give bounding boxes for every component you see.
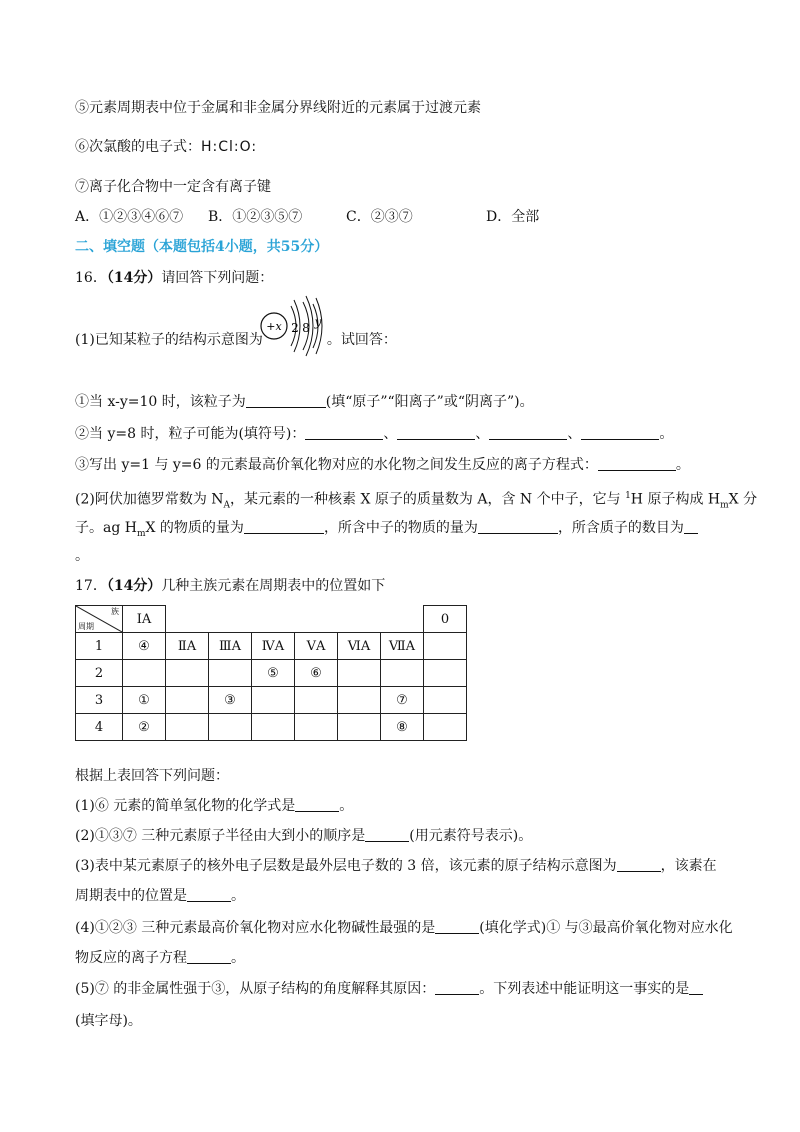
q16-number: 16． bbox=[75, 270, 107, 286]
table-cell: ⑦ bbox=[381, 687, 424, 714]
answer-blank[interactable] bbox=[617, 857, 661, 872]
answer-blank[interactable] bbox=[689, 980, 703, 995]
period: 。 bbox=[339, 798, 354, 814]
table-cell: ② bbox=[123, 714, 166, 741]
q17-number: 17． bbox=[75, 578, 107, 594]
table-cell bbox=[424, 660, 467, 687]
q16-sub2 bbox=[75, 424, 673, 444]
table-cell bbox=[424, 714, 467, 741]
table-cell: ⅣA bbox=[252, 633, 295, 660]
mass-number-superscript: 1 bbox=[625, 491, 631, 501]
table-cell: ⅡA bbox=[166, 633, 209, 660]
table-cell: ⅦA bbox=[381, 633, 424, 660]
period: 。 bbox=[659, 426, 674, 442]
subscript-m: m bbox=[136, 528, 146, 539]
shell-3-electrons: y bbox=[314, 315, 322, 329]
table-corner bbox=[76, 606, 123, 633]
answer-blank[interactable] bbox=[581, 425, 659, 440]
hclo-electron-formula: H:Cl:O: bbox=[201, 139, 258, 155]
statement-6-text: ⑥次氯酸的电子式： bbox=[75, 139, 201, 155]
answer-blank[interactable] bbox=[478, 519, 558, 534]
nucleus-charge: +x bbox=[266, 320, 282, 333]
table-cell: 3 bbox=[76, 687, 123, 714]
table-cell: 2 bbox=[76, 660, 123, 687]
q16-part2-text: ，某元素的一种核素 X 原子的质量数为 A，含 N 个中子，它与 bbox=[230, 491, 626, 508]
q17-header bbox=[75, 576, 385, 596]
table-cell bbox=[295, 687, 338, 714]
choice-c: C．②③⑦ bbox=[346, 209, 413, 225]
table-header-row bbox=[76, 606, 467, 633]
answer-blank[interactable] bbox=[305, 425, 383, 440]
answer-blank[interactable] bbox=[244, 519, 324, 534]
answer-blank[interactable] bbox=[365, 827, 409, 842]
table-cell bbox=[338, 660, 381, 687]
period: 。 bbox=[231, 950, 245, 966]
q16-part2-end: 。 bbox=[75, 548, 89, 564]
table-cell bbox=[252, 687, 295, 714]
q16-part2-text: H 原子构成 H bbox=[630, 491, 721, 508]
q16-sub1 bbox=[75, 392, 534, 412]
q17-sub5-tail: 。下列表述中能证明这一事实的是 bbox=[479, 981, 690, 997]
q16-sub1-tail: (填“原子”“阳离子”或“阴离子”)。 bbox=[325, 394, 534, 410]
q16-sub2-text: ②当 y=8 时，粒子可能为(填符号)： bbox=[75, 426, 306, 442]
q16-part2-text: ，所含中子的物质的量为 bbox=[323, 520, 478, 536]
q17-sub3-line2 bbox=[75, 886, 245, 906]
table-cell bbox=[209, 660, 252, 687]
q17-sub5-line2: (填字母)。 bbox=[75, 1013, 142, 1029]
separator: 、 bbox=[383, 426, 398, 442]
table-row bbox=[76, 633, 467, 660]
q17-instructions: 根据上表回答下列问题： bbox=[75, 768, 229, 784]
q16-part2-line1 bbox=[75, 486, 757, 515]
q17-sub4-text: 物反应的离子方程 bbox=[75, 950, 187, 966]
q16-score: （14分） bbox=[106, 270, 162, 286]
table-cell: ① bbox=[123, 687, 166, 714]
q16-part2-text: X 的物质的量为 bbox=[145, 520, 244, 536]
periodic-table bbox=[75, 605, 467, 741]
table-cell: 0 bbox=[424, 606, 467, 633]
q15-choices bbox=[75, 207, 539, 227]
table-cell: ⑥ bbox=[295, 660, 338, 687]
table-cell bbox=[252, 714, 295, 741]
separator: 、 bbox=[475, 426, 490, 442]
q17-sub2-tail: (用元素符号表示)。 bbox=[409, 828, 533, 844]
table-cell: 1 bbox=[76, 633, 123, 660]
statement-6 bbox=[75, 137, 257, 157]
q17-sub2-text: (2)①③⑦ 三种元素原子半径由大到小的顺序是 bbox=[75, 828, 366, 844]
q16-part2-text: ，所含质子的数目为 bbox=[557, 520, 684, 536]
q17-sub3-text: 周期表中的位置是 bbox=[75, 888, 187, 904]
table-cell: ⅠA bbox=[123, 606, 166, 633]
q16-part1 bbox=[75, 330, 397, 350]
answer-blank[interactable] bbox=[187, 949, 231, 964]
table-row bbox=[76, 714, 467, 741]
table-cell: ③ bbox=[209, 687, 252, 714]
avogadro-subscript: A bbox=[223, 500, 231, 511]
table-cell bbox=[209, 714, 252, 741]
corner-group-label: 族 bbox=[111, 607, 119, 616]
answer-blank[interactable] bbox=[435, 919, 479, 934]
q16-header bbox=[75, 268, 273, 288]
table-row bbox=[76, 687, 467, 714]
statement-5: ⑤元素周期表中位于金属和非金属分界线附近的元素属于过渡元素 bbox=[75, 100, 481, 116]
q17-sub4-line2 bbox=[75, 948, 245, 968]
shell-1-electrons: 2 bbox=[291, 321, 299, 335]
q17-intro: 几种主族元素在周期表中的位置如下 bbox=[161, 578, 386, 594]
period: 。 bbox=[231, 888, 245, 904]
q17-sub4-text: (4)①②③ 三种元素最高价氧化物对应水化物碱性最强的是 bbox=[75, 920, 436, 936]
choice-b: B．①②③⑤⑦ bbox=[208, 209, 303, 225]
subscript-m: m bbox=[720, 500, 729, 511]
period: 。 bbox=[675, 457, 690, 473]
q16-sub1-text: ①当 x-y=10 时，该粒子为 bbox=[75, 394, 246, 410]
q16-part2-text: X 分 bbox=[728, 491, 758, 508]
answer-blank[interactable] bbox=[246, 393, 326, 408]
q16-part2-text: 子。ag H bbox=[75, 520, 137, 536]
q16-sub3-text: ③写出 y=1 与 y=6 的元素最高价氧化物对应的水化物之间发生反应的离子方程式： bbox=[75, 457, 598, 473]
table-cell: ⑤ bbox=[252, 660, 295, 687]
table-cell bbox=[338, 687, 381, 714]
statement-7: ⑦离子化合物中一定含有离子键 bbox=[75, 179, 271, 195]
answer-blank[interactable] bbox=[684, 519, 698, 534]
q17-sub4-tail: (填化学式)① 与③最高价氧化物对应水化 bbox=[479, 920, 733, 936]
atomic-structure-diagram bbox=[255, 290, 335, 362]
table-row bbox=[76, 660, 467, 687]
answer-blank[interactable] bbox=[489, 425, 567, 440]
q17-sub1 bbox=[75, 796, 353, 816]
q17-sub5-line1 bbox=[75, 979, 703, 999]
q17-score: （14分） bbox=[106, 578, 162, 594]
table-cell bbox=[424, 687, 467, 714]
q16-part2-text: (2)阿伏加德罗常数为 N bbox=[75, 491, 224, 508]
separator: 、 bbox=[567, 426, 582, 442]
choice-a: A．①②③④⑥⑦ bbox=[75, 209, 184, 225]
q17-sub3-line1 bbox=[75, 856, 717, 876]
choice-d: D．全部 bbox=[486, 209, 540, 225]
table-cell: ④ bbox=[123, 633, 166, 660]
q16-part2-line2 bbox=[75, 518, 698, 544]
q16-part1-text: (1)已知某粒子的结构示意图为 bbox=[75, 332, 263, 348]
table-cell: ⅢA bbox=[209, 633, 252, 660]
table-cell bbox=[166, 660, 209, 687]
q16-intro: 请回答下列问题： bbox=[161, 270, 274, 286]
table-cell bbox=[424, 633, 467, 660]
answer-blank[interactable] bbox=[187, 887, 231, 902]
table-header-gap bbox=[166, 606, 424, 633]
answer-blank[interactable] bbox=[295, 797, 339, 812]
corner-period-label: 周期 bbox=[78, 622, 94, 631]
answer-blank[interactable] bbox=[598, 456, 676, 471]
shell-2-electrons: 8 bbox=[302, 321, 310, 335]
answer-blank[interactable] bbox=[397, 425, 475, 440]
table-cell bbox=[295, 714, 338, 741]
answer-blank[interactable] bbox=[435, 980, 479, 995]
table-cell: ⑧ bbox=[381, 714, 424, 741]
table-cell bbox=[166, 714, 209, 741]
table-cell bbox=[123, 660, 166, 687]
q17-sub1-text: (1)⑥ 元素的简单氢化物的化学式是 bbox=[75, 798, 296, 814]
table-cell: ⅤA bbox=[295, 633, 338, 660]
table-cell bbox=[381, 660, 424, 687]
table-cell: ⅥA bbox=[338, 633, 381, 660]
table-cell: 4 bbox=[76, 714, 123, 741]
table-cell bbox=[166, 687, 209, 714]
q17-sub4-line1 bbox=[75, 918, 733, 938]
q16-sub3 bbox=[75, 455, 690, 475]
q17-sub2 bbox=[75, 826, 532, 846]
section-heading: 二、填空题（本题包括4小题，共55分） bbox=[75, 239, 329, 255]
q17-sub3-text: (3)表中某元素原子的核外电子层数是最外层电子数的 3 倍，该元素的原子结构示意图为 bbox=[75, 858, 617, 874]
q16-part1-tail: 。试回答： bbox=[326, 332, 397, 348]
q17-sub5-text: (5)⑦ 的非金属性强于③，从原子结构的角度解释其原因： bbox=[75, 981, 436, 997]
q17-sub3-tail: ，该素在 bbox=[660, 858, 717, 874]
table-cell bbox=[338, 714, 381, 741]
